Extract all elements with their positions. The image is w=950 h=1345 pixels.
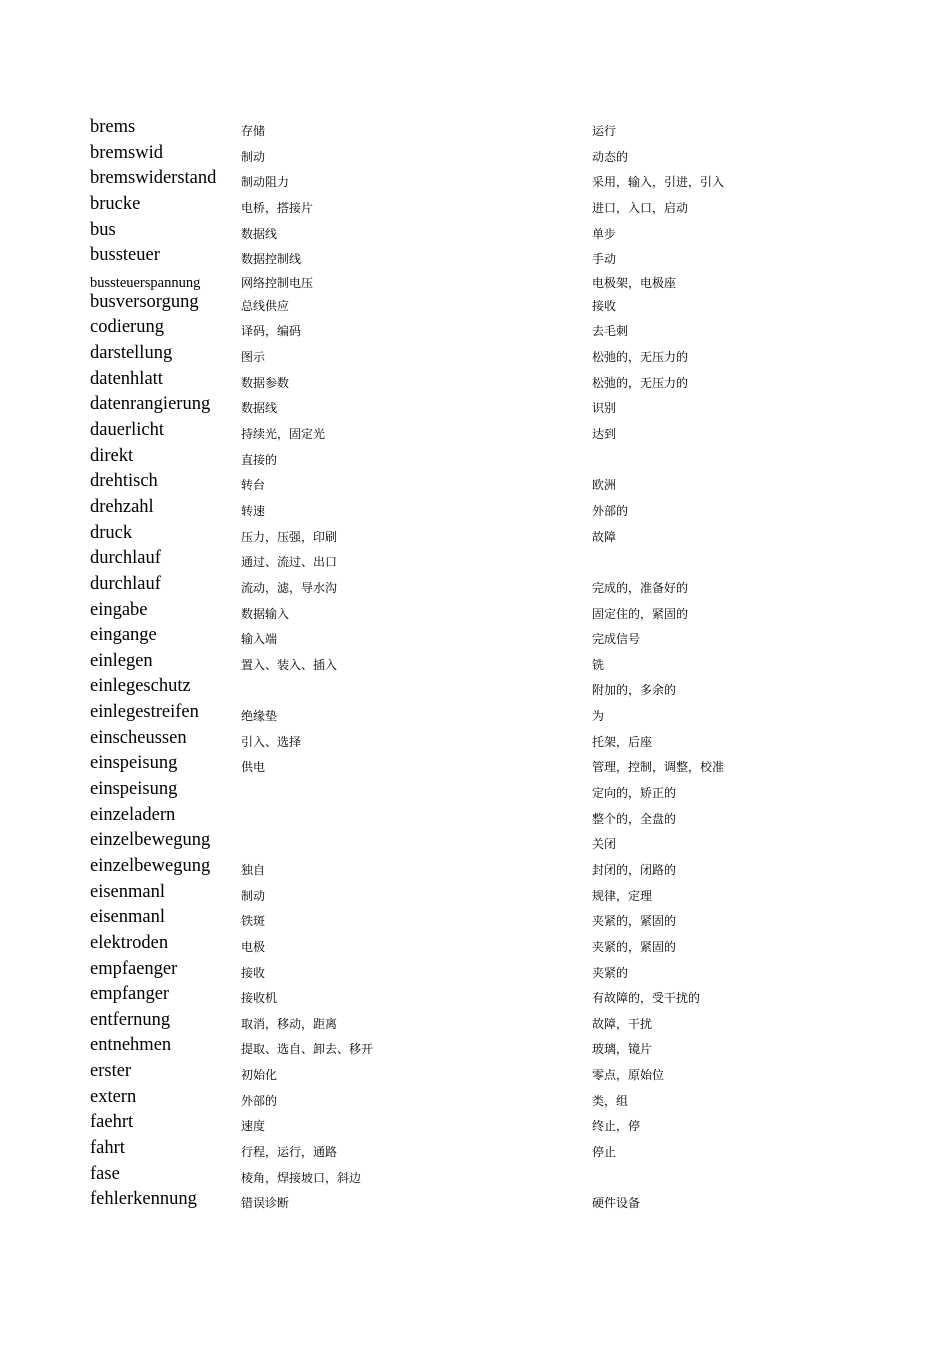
chinese-translation: 取消，移动，距离 — [241, 1016, 338, 1031]
chinese-translation: 制动阻力 — [241, 175, 290, 190]
german-term: codierung — [90, 317, 164, 338]
german-term: empfanger — [90, 984, 170, 1005]
chinese-translation: 引入、选择 — [241, 734, 302, 749]
glossary-row — [0, 142, 950, 168]
glossary-row — [0, 1188, 950, 1214]
chinese-translation: 网络控制电压 — [241, 275, 314, 290]
chinese-translation: 数据控制线 — [241, 252, 302, 267]
chinese-translation: 接收 — [241, 965, 266, 980]
chinese-translation-secondary: 夹紧的，紧固的 — [592, 939, 677, 954]
chinese-translation-secondary: 固定住的，紧固的 — [592, 606, 689, 621]
chinese-translation: 图示 — [241, 350, 266, 365]
chinese-translation: 提取、选自、卸去、移开 — [241, 1042, 374, 1057]
glossary-row — [0, 522, 950, 548]
glossary-row — [0, 983, 950, 1009]
chinese-translation: 数据线 — [241, 226, 278, 241]
glossary-row — [0, 316, 950, 342]
glossary-row — [0, 470, 950, 496]
chinese-translation: 置入、装入、插入 — [241, 657, 338, 672]
german-term: extern — [90, 1086, 137, 1107]
german-term: bussteuerspannung — [90, 274, 201, 291]
glossary-row — [0, 496, 950, 522]
chinese-translation: 数据参数 — [241, 375, 290, 390]
chinese-translation-secondary: 进口，入口，启动 — [592, 200, 689, 215]
chinese-translation-secondary: 单步 — [592, 226, 617, 241]
glossary-row — [0, 1163, 950, 1189]
german-term: einlegeschutz — [90, 676, 191, 697]
chinese-translation-secondary: 达到 — [592, 427, 617, 442]
glossary-row — [0, 855, 950, 881]
glossary-row — [0, 778, 950, 804]
german-term: erster — [90, 1061, 132, 1082]
glossary-row — [0, 1137, 950, 1163]
chinese-translation: 接收机 — [241, 991, 278, 1006]
chinese-translation-secondary: 附加的，多余的 — [592, 683, 677, 698]
chinese-translation-secondary: 故障 — [592, 529, 617, 544]
chinese-translation-secondary: 终止，停 — [592, 1119, 641, 1134]
glossary-row — [0, 116, 950, 142]
german-term: fehlerkennung — [90, 1189, 197, 1210]
chinese-translation: 电桥，搭接片 — [241, 200, 314, 215]
chinese-translation: 错误诊断 — [241, 1196, 290, 1211]
glossary-row — [0, 368, 950, 394]
chinese-translation-secondary: 托架，后座 — [592, 734, 653, 749]
chinese-translation-secondary: 松弛的，无压力的 — [592, 350, 689, 365]
glossary-row — [0, 573, 950, 599]
glossary-row — [0, 1034, 950, 1060]
chinese-translation-secondary: 完成的，准备好的 — [592, 580, 689, 595]
chinese-translation-secondary: 动态的 — [592, 149, 629, 164]
chinese-translation-secondary: 运行 — [592, 124, 617, 138]
glossary-row — [0, 445, 950, 471]
german-term: eisenmanl — [90, 881, 166, 902]
glossary-row — [0, 881, 950, 907]
glossary-row — [0, 599, 950, 625]
chinese-translation-secondary: 故障，干扰 — [592, 1016, 653, 1031]
chinese-translation: 直接的 — [241, 452, 278, 467]
glossary-row — [0, 193, 950, 219]
chinese-translation: 电极 — [241, 939, 266, 954]
glossary-row — [0, 829, 950, 855]
german-term: eisenmanl — [90, 907, 166, 928]
chinese-translation: 数据输入 — [241, 606, 290, 621]
german-term: bremswiderstand — [90, 168, 217, 189]
glossary-row — [0, 419, 950, 445]
chinese-translation-secondary: 去毛刺 — [592, 324, 629, 339]
chinese-translation-secondary: 停止 — [592, 1144, 617, 1159]
glossary-row — [0, 675, 950, 701]
glossary-row — [0, 932, 950, 958]
german-term: einspeisung — [90, 753, 178, 774]
german-term: bus — [90, 219, 116, 240]
chinese-translation-secondary: 欧洲 — [592, 478, 617, 493]
glossary-row — [0, 958, 950, 984]
glossary-row — [0, 804, 950, 830]
chinese-translation-secondary: 管理，控制，调整，校准 — [592, 760, 725, 775]
chinese-translation-secondary: 松弛的，无压力的 — [592, 375, 689, 390]
german-term: brems — [90, 117, 136, 137]
glossary-row — [0, 219, 950, 245]
german-term: einspeisung — [90, 779, 178, 800]
chinese-translation-secondary: 完成信号 — [592, 632, 641, 647]
german-term: drehzahl — [90, 496, 154, 517]
german-term: einzelbewegung — [90, 830, 211, 851]
glossary-row — [0, 1060, 950, 1086]
german-term: bussteuer — [90, 245, 160, 266]
chinese-translation: 持续光，固定光 — [241, 427, 326, 442]
german-term: fase — [90, 1163, 120, 1184]
german-term: einzelbewegung — [90, 855, 211, 876]
chinese-translation-secondary: 整个的，全盘的 — [592, 811, 677, 826]
glossary-row — [0, 547, 950, 573]
chinese-translation-secondary: 零点，原始位 — [592, 1068, 665, 1083]
glossary-row — [0, 727, 950, 753]
german-term: durchlauf — [90, 573, 161, 594]
chinese-translation-secondary: 夹紧的 — [592, 965, 629, 980]
german-term: brucke — [90, 193, 141, 214]
glossary-row — [0, 244, 950, 270]
chinese-translation: 总线供应 — [241, 298, 290, 313]
chinese-translation-secondary: 类，组 — [592, 1093, 629, 1108]
glossary-row — [0, 1009, 950, 1035]
chinese-translation-secondary: 外部的 — [592, 503, 629, 518]
glossary-row — [0, 752, 950, 778]
chinese-translation-secondary: 采用，输入，引进，引入 — [592, 175, 725, 190]
german-term: einscheussen — [90, 727, 187, 748]
chinese-translation-secondary: 铣 — [592, 657, 605, 672]
chinese-translation-secondary: 识别 — [592, 401, 617, 416]
german-term: darstellung — [90, 343, 173, 364]
german-term: empfaenger — [90, 958, 178, 979]
chinese-translation: 输入端 — [241, 632, 278, 647]
chinese-translation: 速度 — [241, 1119, 266, 1134]
chinese-translation: 通过、流过、出口 — [241, 555, 338, 570]
chinese-translation: 转台 — [241, 478, 266, 493]
chinese-translation-secondary: 封闭的，闭路的 — [592, 862, 677, 877]
german-term: einzeladern — [90, 804, 176, 825]
chinese-translation-secondary: 定向的，矫正的 — [592, 786, 677, 801]
chinese-translation: 铁斑 — [241, 914, 266, 929]
glossary-table — [0, 116, 950, 1214]
chinese-translation-secondary: 硬件设备 — [592, 1196, 641, 1211]
german-term: durchlauf — [90, 548, 161, 569]
chinese-translation: 绝缘垫 — [241, 709, 278, 724]
chinese-translation: 外部的 — [241, 1093, 278, 1108]
german-term: einlegestreifen — [90, 702, 199, 723]
chinese-translation-secondary: 有故障的，受干扰的 — [592, 991, 701, 1006]
chinese-translation: 初始化 — [241, 1068, 278, 1083]
glossary-row — [0, 624, 950, 650]
chinese-translation: 独自 — [241, 862, 266, 877]
chinese-translation-secondary: 关闭 — [592, 837, 617, 852]
glossary-row — [0, 650, 950, 676]
chinese-translation: 棱角，焊接坡口，斜边 — [241, 1170, 362, 1185]
chinese-translation: 供电 — [241, 760, 266, 775]
glossary-row — [0, 1086, 950, 1112]
german-term: direkt — [90, 445, 134, 466]
chinese-translation: 行程，运行，通路 — [241, 1144, 338, 1159]
german-term: druck — [90, 522, 133, 543]
chinese-translation-secondary: 接收 — [592, 298, 617, 313]
chinese-translation: 制动 — [241, 888, 266, 903]
german-term: dauerlicht — [90, 420, 164, 441]
glossary-row — [0, 1111, 950, 1137]
chinese-translation: 译码，编码 — [241, 324, 302, 339]
chinese-translation: 转速 — [241, 503, 266, 518]
glossary-row — [0, 270, 950, 291]
glossary-row — [0, 291, 950, 317]
chinese-translation: 数据线 — [241, 401, 278, 416]
glossary-row — [0, 342, 950, 368]
german-term: eingabe — [90, 599, 148, 620]
glossary-row — [0, 167, 950, 193]
chinese-translation-secondary: 电极架，电极座 — [592, 275, 677, 290]
german-term: eingange — [90, 625, 157, 646]
german-term: datenhlatt — [90, 368, 163, 389]
german-term: entnehmen — [90, 1035, 172, 1056]
german-term: busversorgung — [90, 291, 199, 312]
glossary-row — [0, 393, 950, 419]
german-term: elektroden — [90, 932, 169, 953]
german-term: datenrangierung — [90, 394, 211, 415]
chinese-translation: 制动 — [241, 149, 266, 164]
chinese-translation: 流动，滤，导水沟 — [241, 580, 338, 595]
german-term: faehrt — [90, 1112, 134, 1133]
german-term: drehtisch — [90, 471, 158, 492]
chinese-translation-secondary: 为 — [592, 709, 605, 724]
german-term: fahrt — [90, 1137, 125, 1158]
german-term: bremswid — [90, 142, 163, 163]
glossary-row — [0, 701, 950, 727]
chinese-translation-secondary: 手动 — [592, 252, 617, 267]
german-term: entfernung — [90, 1009, 171, 1030]
chinese-translation-secondary: 夹紧的，紧固的 — [592, 914, 677, 929]
chinese-translation: 存储 — [241, 124, 266, 138]
chinese-translation-secondary: 规律，定理 — [592, 888, 653, 903]
chinese-translation: 压力，压强，印刷 — [241, 529, 338, 544]
german-term: einlegen — [90, 650, 153, 671]
glossary-row — [0, 906, 950, 932]
chinese-translation-secondary: 玻璃，镜片 — [592, 1042, 653, 1057]
